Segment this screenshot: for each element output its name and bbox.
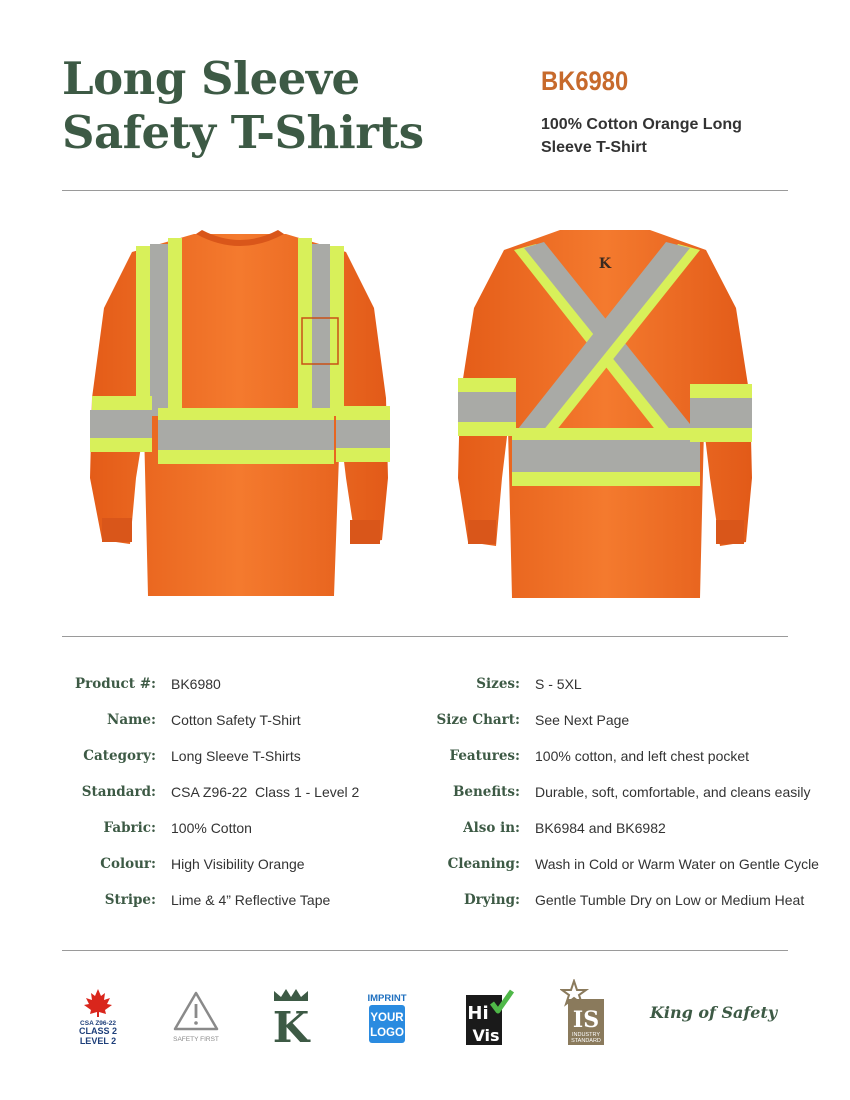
k-crown-logo (270, 987, 312, 1050)
spec-value: BK6984 and BK6982 (535, 820, 666, 836)
spec-value: CSA Z96-22 Class 1 - Level 2 (171, 784, 360, 800)
spec-label: Features: (449, 748, 520, 764)
product-code: BK6980 (541, 66, 629, 96)
spec-label: Benefits: (452, 784, 520, 800)
spec-label: Name: (107, 712, 156, 728)
k-letter: K (272, 1003, 310, 1045)
your-label: YOUR (370, 1012, 404, 1024)
vis-label: Vis (472, 1026, 500, 1045)
imprint-label: IMPRINT (367, 993, 407, 1004)
product-subtitle (541, 113, 761, 159)
csa-badge (74, 987, 122, 1056)
spec-label: Cleaning: (447, 856, 520, 872)
page-title (62, 52, 424, 160)
logo-label: LOGO (370, 1027, 404, 1039)
spec-label: Fabric: (103, 820, 156, 836)
spec-label: Category: (83, 748, 156, 764)
spec-value: 100% cotton, and left chest pocket (535, 748, 750, 764)
spec-value: S - 5XL (535, 676, 582, 692)
safety-first-label: SAFETY FIRST (173, 1036, 219, 1043)
brand-wordmark: King of Safety (650, 1003, 778, 1022)
shirt-front-image (84, 228, 396, 602)
back-neck-logo: K (598, 256, 612, 272)
industry-standard-badge (560, 979, 608, 1052)
spec-value: High Visibility Orange (171, 856, 305, 872)
spec-value: Lime & 4” Reflective Tape (171, 892, 331, 908)
csa-line-2: CLASS 2 (78, 1026, 118, 1036)
spec-label: Stripe: (104, 892, 156, 908)
spec-row-name (0, 706, 850, 734)
divider-top (62, 190, 788, 191)
crown-icon (274, 989, 308, 1001)
spec-row-fabric (0, 814, 850, 842)
maple-leaf-icon (84, 989, 112, 1017)
spec-row-stripe (0, 886, 850, 914)
spec-label: Product #: (75, 676, 156, 692)
title-line-2: Safety T-Shirts (62, 106, 424, 159)
spec-value: BK6980 (171, 676, 221, 692)
title-line-1: Long Sleeve (62, 52, 360, 105)
divider-bottom (62, 950, 788, 951)
spec-label: Colour: (100, 856, 156, 872)
safety-first-badge (170, 989, 222, 1050)
spec-row-product (0, 670, 850, 698)
shirt-back-image (454, 228, 756, 602)
spec-row-standard (0, 778, 850, 806)
csa-line-3: LEVEL 2 (79, 1036, 117, 1046)
spec-row-category (0, 742, 850, 770)
spec-label: Size Chart: (436, 712, 520, 728)
standard-label: STANDARD (571, 1038, 601, 1044)
hi-vis-badge (464, 987, 516, 1052)
spec-value: 100% Cotton (171, 820, 252, 836)
subtitle-line-2: Sleeve T-Shirt (541, 139, 647, 156)
spec-label: Sizes: (476, 676, 520, 692)
spec-row-colour (0, 850, 850, 878)
spec-label: Standard: (81, 784, 156, 800)
csa-line-1: CSA Z96-22 (80, 1020, 116, 1027)
spec-value: Long Sleeve T-Shirts (171, 748, 301, 764)
is-label: IS (572, 1007, 600, 1033)
spec-value: Gentle Tumble Dry on Low or Medium Heat (535, 892, 805, 908)
spec-value: See Next Page (535, 712, 630, 728)
divider-middle (62, 636, 788, 637)
spec-label: Also in: (463, 820, 520, 836)
subtitle-line-1: 100% Cotton Orange Long (541, 116, 742, 133)
hi-label: Hi (467, 1003, 489, 1024)
imprint-logo-badge (365, 991, 409, 1052)
spec-value: Durable, soft, comfortable, and cleans easily (535, 784, 811, 800)
industry-label: INDUSTRY (571, 1032, 601, 1038)
spec-label: Drying: (463, 892, 520, 908)
spec-value: Wash in Cold or Warm Water on Gentle Cycle (535, 856, 819, 872)
spec-value: Cotton Safety T-Shirt (171, 712, 301, 728)
